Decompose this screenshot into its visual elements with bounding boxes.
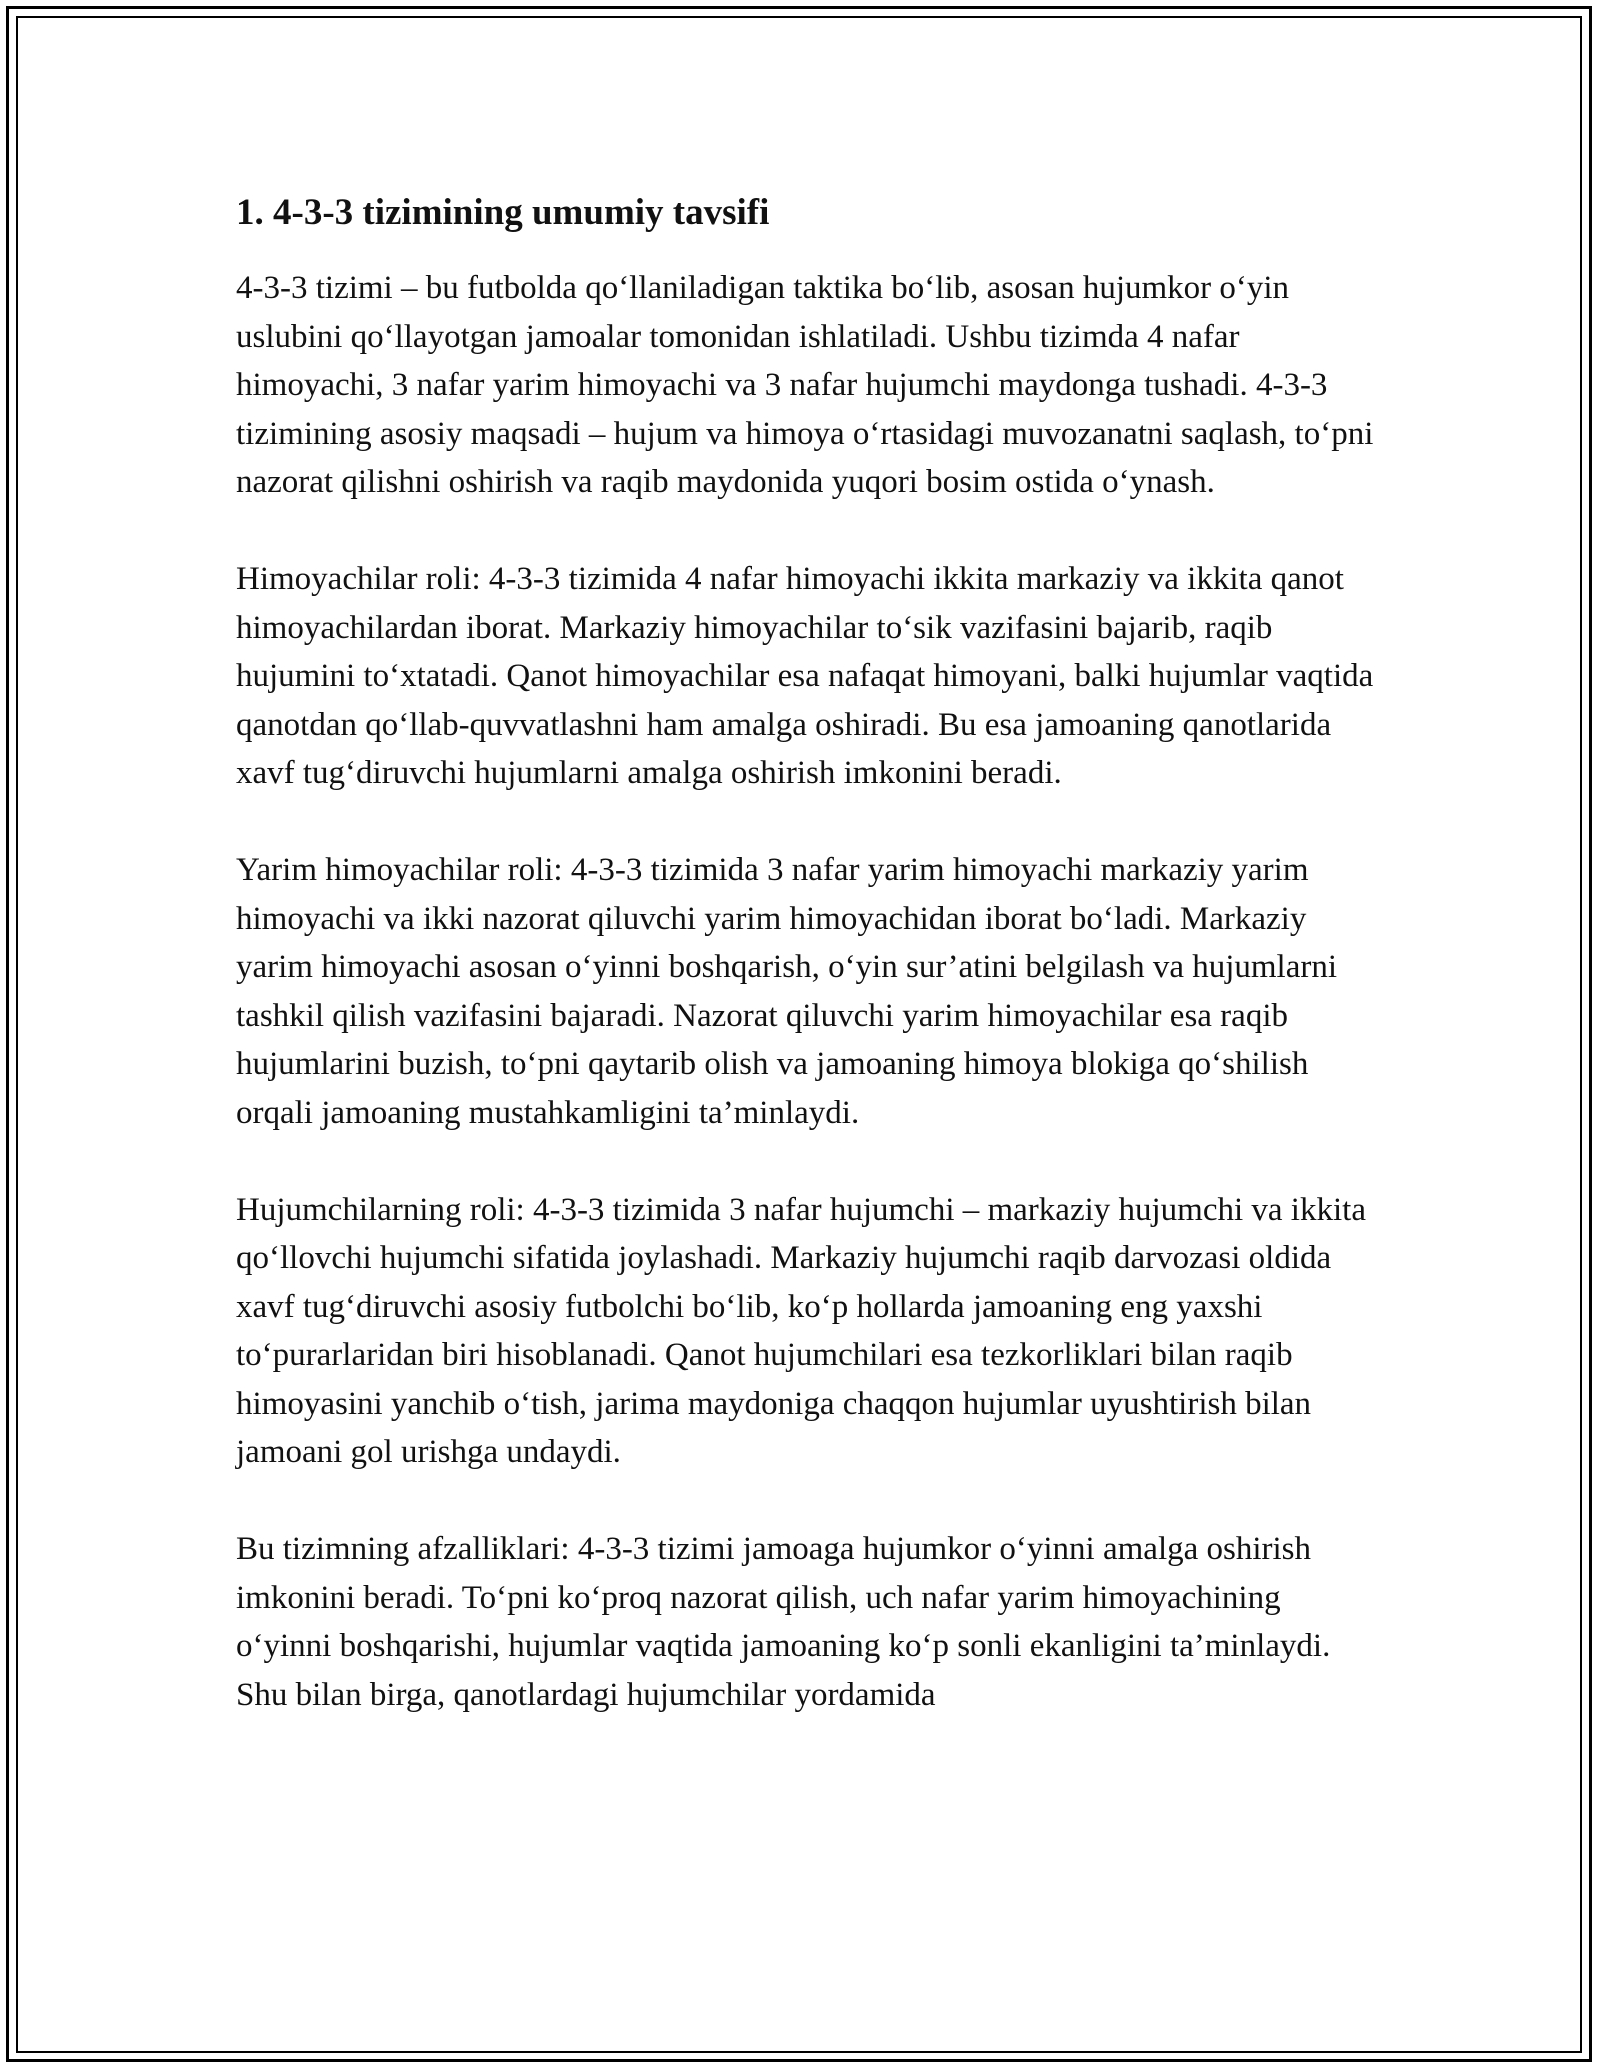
document-body bbox=[236, 184, 1376, 1767]
paragraph-forwards-role: Hujumchilarning roli: 4-3-3 tizimida 3 nafar hujumchi – markaziy hujumchi va ikkita qo‘llovchi hujumchi sifatida joylashadi. Markaziy hujumchi raqib darvozasi oldida xavf tug‘diruvchi asosiy futbolchi bo‘lib, ko‘p hollarda jamoaning eng yaxshi to‘purarlaridan biri hisoblanadi. Qanot hujumchilari esa tezkorliklari bilan raqib himoyasini yanchib o‘tish, jarima maydoniga chaqqon hujumlar uyushtirish bilan jamoani gol urishga undaydi. bbox=[236, 1191, 1366, 1471]
paragraph-midfielders-role: Yarim himoyachilar roli: 4-3-3 tizimida 3 nafar yarim himoyachi markaziy yarim himoyachi va ikki nazorat qiluvchi yarim himoyachidan iborat bo‘ladi. Markaziy yarim himoyachi asosan o‘yinni boshqarish, o‘yin sur’atini belgilash va hujumlarni tashkil qilish vazifasini bajaradi. Nazorat qiluvchi yarim himoyachilar esa raqib hujumlarini buzish, to‘pni qaytarib olish va jamoaning himoya blokiga qo‘shilish orqali jamoaning mustahkamligini ta’minlaydi. bbox=[236, 851, 1338, 1131]
paragraph-advantages: Bu tizimning afzalliklari: 4-3-3 tizimi jamoaga hujumkor o‘yinni amalga oshirish imkonini beradi. To‘pni ko‘proq nazorat qilish, uch nafar yarim himoyachining o‘yinni boshqarishi, hujumlar vaqtida jamoaning ko‘p sonli ekanligini ta’minlaydi. Shu bilan birga, qanotlardagi hujumchilar yordamida bbox=[236, 1531, 1331, 1713]
paragraph-defenders-role: Himoyachilar roli: 4-3-3 tizimida 4 nafar himoyachi ikkita markaziy va ikkita qanot himoyachilardan iborat. Markaziy himoyachilar to‘sik vazifasini bajarib, raqib hujumini to‘xtatadi. Qanot himoyachilar esa nafaqat himoyani, balki hujumlar vaqtida qanotdan qo‘llab-quvvatlashni ham amalga oshiradi. Bu esa jamoaning qanotlarida xavf tug‘diruvchi hujumlarni amalga oshirish imkonini beradi. bbox=[236, 560, 1374, 792]
paragraph-intro: 4-3-3 tizimi – bu futbolda qo‘llaniladigan taktika bo‘lib, asosan hujumkor o‘yin uslubini qo‘llayotgan jamoalar tomonidan ishlatiladi. Ushbu tizimda 4 nafar himoyachi, 3 nafar yarim himoyachi va 3 nafar hujumchi maydonga tushadi. 4-3-3 tizimining asosiy maqsadi – hujum va himoya o‘rtasidagi muvozanatni saqlash, to‘pni nazorat qilishni oshirish va raqib maydonida yuqori bosim ostida o‘ynash. bbox=[236, 270, 1374, 501]
section-heading: 1. 4-3-3 tizimining umumiy tavsifi bbox=[236, 192, 770, 233]
